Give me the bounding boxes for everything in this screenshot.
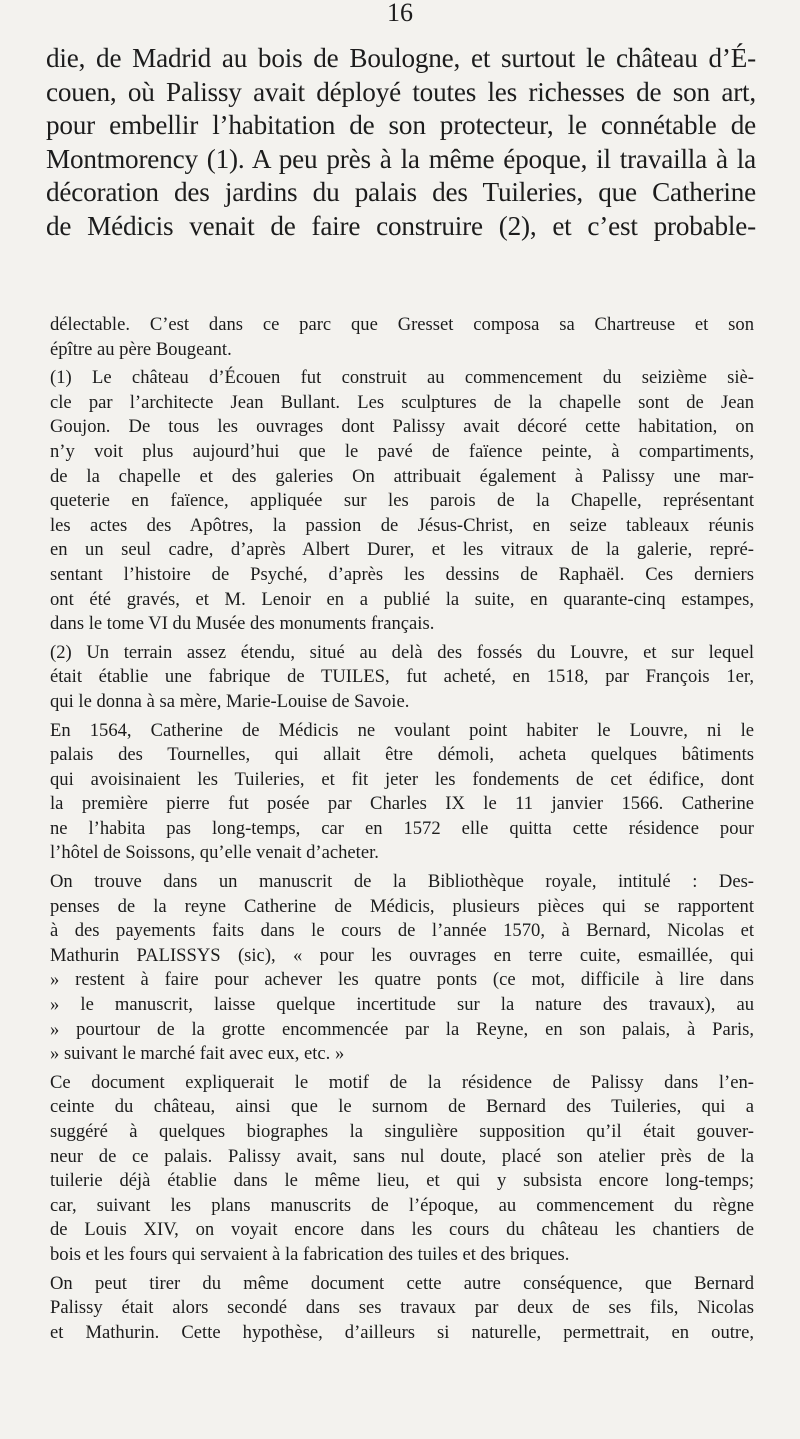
main-line: die, de Madrid au bois de Boulogne, et surtout le château d’É- [46, 43, 756, 73]
footnote-line: (2) Un terrain assez étendu, situé au delà des fossés du Louvre, et sur lequel [50, 641, 754, 663]
main-line: couen, où Palissy avait déployé toutes les richesses de son art, [46, 76, 756, 107]
main-line: décoration des jardins du palais des Tuileries, que Catherine [46, 177, 756, 207]
footnote-line: queterie en faïence, appliquée sur les parois de la Chapelle, représentant [50, 490, 754, 512]
footnote-line: et Mathurin. Cette hypothèse, d’ailleurs si naturelle, permettrait, en outre, [50, 1321, 754, 1343]
footnote-line: » suivant le marché fait avec eux, etc. » [50, 1043, 345, 1065]
footnote-1 [50, 366, 754, 637]
footnote-continuation [50, 313, 754, 362]
footnote-line: » pourtour de la grotte encommencée par la Reyne, en son palais, à Paris, [50, 1018, 754, 1040]
footnote-line: On peut tirer du même document cette autre conséquence, que Bernard [50, 1272, 754, 1294]
footnote-line: On trouve dans un manuscrit de la Bibliothèque royale, intitulé : Des- [50, 871, 754, 893]
footnote-line: Goujon. De tous les ouvrages dont Palissy avait décoré cette habitation, on [50, 416, 754, 438]
footnote-line: tuilerie déjà établie dans le même lieu, et qui y subsista encore long-temps; [50, 1170, 754, 1192]
footnote-line: neur de ce palais. Palissy avait, sans nul doute, placé son atelier près de la [50, 1145, 754, 1167]
footnote-2 [50, 641, 754, 715]
footnote-line: car, suivant les plans manuscrits de l’époque, au commencement du règne [50, 1194, 754, 1216]
footnote-line: Ce document expliquerait le motif de la résidence de Palissy dans l’en- [50, 1071, 754, 1093]
main-line: de Médicis venait de faire construire (2), et c’est probable- [46, 210, 756, 241]
footnote-line: qui le donna à sa mère, Marie-Louise de Savoie. [50, 690, 410, 712]
footnote-line: délectable. C’est dans ce parc que Gresset composa sa Chartreuse et son [50, 314, 754, 335]
footnote-line: » le manuscrit, laisse quelque incertitude sur la nature des travaux), au [50, 994, 754, 1016]
page-number: 16 [387, 0, 413, 27]
footnote-paragraph [50, 719, 754, 867]
footnote-line: (1) Le château d’Écouen fut construit au commencement du seizième siè- [50, 367, 754, 389]
footnote-paragraph [50, 1272, 754, 1346]
footnotes [50, 313, 754, 1345]
footnote-line: qui avoisinaient les Tuileries, et fit jeter les fondements de cet édifice, dont [50, 768, 754, 790]
footnote-line: Palissy était alors secondé dans ses travaux par deux de ses fils, Nicolas [50, 1297, 754, 1319]
footnote-line: sentant l’histoire de Psyché, d’après les dessins de Raphaël. Ces derniers [50, 563, 754, 585]
footnote-line: de Louis XIV, on voyait encore dans les cours du château les chantiers de [50, 1219, 754, 1241]
footnote-line: la première pierre fut posée par Charles IX le 11 janvier 1566. Catherine [50, 793, 754, 815]
footnote-line: ont été gravés, et M. Lenoir en a publié la suite, en quarante-cinq estampes, [50, 588, 754, 610]
footnote-line: n’y voit plus aujourd’hui que le pavé de faïence peinte, à compartiments, [50, 440, 754, 462]
footnote-line: à des payements faits dans le cours de l’année 1570, à Bernard, Nicolas et [50, 920, 754, 942]
footnote-paragraph [50, 1071, 754, 1268]
footnote-line: de la chapelle et des galeries On attribuait également à Palissy une mar- [50, 465, 754, 487]
footnote-line: cle par l’architecte Jean Bullant. Les sculptures de la chapelle sont de Jean [50, 391, 754, 413]
footnote-line: ceinte du château, ainsi que le surnom de Bernard des Tuileries, qui a [50, 1096, 754, 1118]
footnote-line: l’hôtel de Soissons, qu’elle venait d’acheter. [50, 842, 379, 864]
main-line: Montmorency (1). A peu près à la même époque, il travailla à la [46, 143, 756, 174]
footnote-line: En 1564, Catherine de Médicis ne voulant point habiter le Louvre, ni le [50, 719, 754, 741]
footnote-line: les actes des Apôtres, la passion de Jésus-Christ, en seize tableaux réunis [50, 514, 754, 536]
footnote-line: penses de la reyne Catherine de Médicis, plusieurs pièces qui se rapportent [50, 895, 754, 917]
footnote-line: en un seul cadre, d’après Albert Durer, et les vitraux de la galerie, repré- [50, 539, 754, 561]
main-text [46, 42, 756, 243]
footnote-line: bois et les fours qui servaient à la fabrication des tuiles et des briques. [50, 1243, 570, 1265]
footnote-line: » restent à faire pour achever les quatre ponts (ce mot, difficile à lire dans [50, 969, 754, 991]
footnote-line: épître au père Bougeant. [50, 338, 232, 360]
footnote-line: dans le tome VI du Musée des monuments français. [50, 613, 435, 635]
footnote-line: était établie une fabrique de TUILES, fut acheté, en 1518, par François 1er, [50, 666, 754, 688]
main-line: pour embellir l’habitation de son protecteur, le connétable de [46, 110, 756, 140]
footnote-line: Mathurin PALISSYS (sic), « pour les ouvrages en terre cuite, esmaillée, qui [50, 944, 754, 966]
footnote-line: ne l’habita pas long-temps, car en 1572 elle quitta cette résidence pour [50, 817, 754, 839]
footnote-line: palais des Tournelles, qui allait être démoli, acheta quelques bâtiments [50, 744, 754, 766]
footnote-line: suggéré à quelques biographes la singulière supposition qu’il était gouver- [50, 1121, 754, 1142]
footnote-paragraph [50, 870, 754, 1067]
